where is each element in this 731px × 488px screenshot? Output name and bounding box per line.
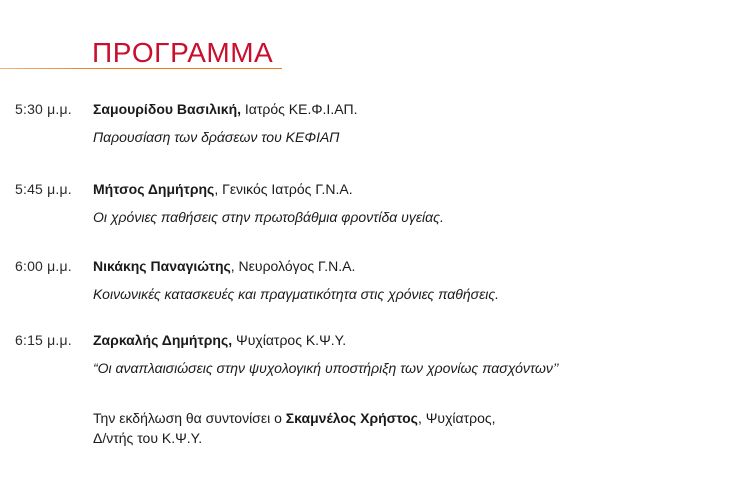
speaker-role: , Γενικός Ιατρός Γ.Ν.Α. xyxy=(214,181,353,197)
session-time: 5:45 μ.μ. xyxy=(15,181,72,197)
speaker-role: Ψυχίατρος Κ.Ψ.Υ. xyxy=(232,332,347,348)
speaker-name: Σαμουρίδου Βασιλική, xyxy=(93,101,242,117)
speaker-line xyxy=(93,257,355,275)
coordinator-line-1 xyxy=(93,408,496,428)
speaker-role: , Νευρολόγος Γ.Ν.Α. xyxy=(230,258,356,274)
page-title: ΠΡΟΓΡΑΜΜΑ xyxy=(92,37,274,68)
coordinator-prefix: Την εκδήλωση θα συντονίσει ο xyxy=(93,410,286,426)
speaker-line xyxy=(93,180,353,198)
session-topic: Οι χρόνιες παθήσεις στην πρωτοβάθμια φροντίδα υγείας. xyxy=(93,209,444,225)
speaker-line xyxy=(93,100,358,118)
session-topic: “Οι αναπλαισιώσεις στην ψυχολογική υποστήριξη των χρονίως πασχόντων’’ xyxy=(93,360,559,376)
title-underline xyxy=(0,68,282,69)
coordinator-note xyxy=(93,408,496,448)
speaker-role: Ιατρός ΚΕ.Φ.Ι.ΑΠ. xyxy=(241,101,358,117)
coordinator-name: Σκαμνέλος Χρήστος xyxy=(285,410,418,426)
session-topic: Παρουσίαση των δράσεων του ΚΕΦΙΑΠ xyxy=(93,129,340,145)
coordinator-line-2: Δ/ντής του Κ.Ψ.Υ. xyxy=(93,430,203,446)
speaker-line xyxy=(93,331,346,349)
coordinator-suffix: , Ψυχίατρος, xyxy=(417,410,496,426)
speaker-name: Ζαρκαλής Δημήτρης, xyxy=(93,332,233,348)
session-time: 6:15 μ.μ. xyxy=(15,332,72,348)
speaker-name: Νικάκης Παναγιώτης xyxy=(93,258,231,274)
speaker-name: Μήτσος Δημήτρης xyxy=(93,181,215,197)
session-time: 5:30 μ.μ. xyxy=(15,101,72,117)
session-time: 6:00 μ.μ. xyxy=(15,258,72,274)
session-topic: Κοινωνικές κατασκευές και πραγματικότητα στις χρόνιες παθήσεις. xyxy=(93,286,500,302)
